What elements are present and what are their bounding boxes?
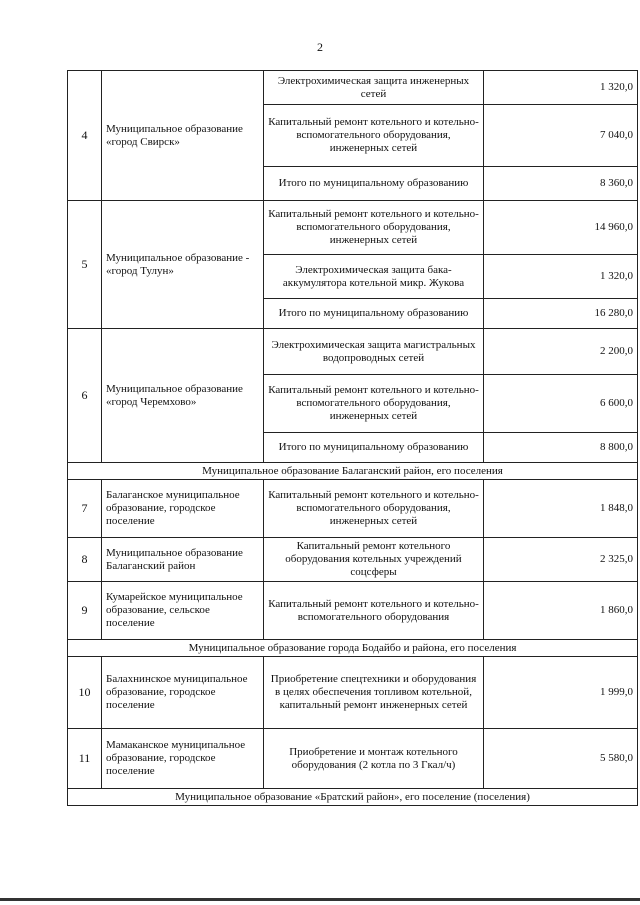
funding-table xyxy=(67,70,638,806)
scan-bottom-border xyxy=(0,898,640,901)
amount-value: 2 325,0 xyxy=(484,538,638,582)
municipality-name: Муниципальное образование «город Свирск» xyxy=(102,71,264,201)
amount-value: 5 580,0 xyxy=(484,729,638,789)
row-number: 9 xyxy=(68,582,102,640)
amount-value: 2 200,0 xyxy=(484,329,638,375)
table-row xyxy=(68,480,638,538)
amount-value: 1 860,0 xyxy=(484,582,638,640)
section-header-row xyxy=(68,463,638,480)
section-title: Муниципальное образование Балаганский район, его поселения xyxy=(68,463,638,480)
row-number: 7 xyxy=(68,480,102,538)
table-row xyxy=(68,729,638,789)
municipality-name: Муниципальное образование «город Черемхово» xyxy=(102,329,264,463)
municipality-name: Кумарейское муниципальное образование, сельское поселение xyxy=(102,582,264,640)
amount-total: 8 800,0 xyxy=(484,433,638,463)
municipality-name: Муниципальное образование - «город Тулун» xyxy=(102,201,264,329)
municipality-name: Балаганское муниципальное образование, городское поселение xyxy=(102,480,264,538)
work-description: Электрохимическая защита инженерных сетей xyxy=(264,71,484,105)
section-title: Муниципальное образование города Бодайбо и района, его поселения xyxy=(68,640,638,657)
row-number: 6 xyxy=(68,329,102,463)
table-row xyxy=(68,582,638,640)
work-description: Приобретение спецтехники и оборудования в целях обеспечения топливом котельной, капитальный ремонт инженерных сетей xyxy=(264,657,484,729)
work-description: Капитальный ремонт котельного оборудования котельных учреждений соцсферы xyxy=(264,538,484,582)
table-row xyxy=(68,71,638,105)
municipality-name: Балахнинское муниципальное образование, городское поселение xyxy=(102,657,264,729)
table-row xyxy=(68,657,638,729)
work-description: Капитальный ремонт котельного и котельно-вспомогательного оборудования, инженерных сетей xyxy=(264,375,484,433)
amount-value: 14 960,0 xyxy=(484,201,638,255)
row-number: 11 xyxy=(68,729,102,789)
table-row xyxy=(68,538,638,582)
row-number: 5 xyxy=(68,201,102,329)
work-description: Капитальный ремонт котельного и котельно-вспомогательного оборудования, инженерных сетей xyxy=(264,201,484,255)
amount-value: 1 320,0 xyxy=(484,71,638,105)
amount-value: 7 040,0 xyxy=(484,105,638,167)
work-description: Электрохимическая защита бака-аккумулятора котельной микр. Жукова xyxy=(264,255,484,299)
section-title: Муниципальное образование «Братский район», его поселение (поселения) xyxy=(68,789,638,806)
page-number: 2 xyxy=(317,40,323,54)
row-number: 10 xyxy=(68,657,102,729)
work-description: Капитальный ремонт котельного и котельно-вспомогательного оборудования, инженерных сетей xyxy=(264,480,484,538)
work-total-label: Итого по муниципальному образованию xyxy=(264,167,484,201)
work-description: Капитальный ремонт котельного и котельно-вспомогательного оборудования, инженерных сетей xyxy=(264,105,484,167)
section-header-row xyxy=(68,789,638,806)
amount-value: 1 848,0 xyxy=(484,480,638,538)
amount-value: 6 600,0 xyxy=(484,375,638,433)
work-total-label: Итого по муниципальному образованию xyxy=(264,433,484,463)
table-row xyxy=(68,201,638,255)
work-total-label: Итого по муниципальному образованию xyxy=(264,299,484,329)
section-header-row xyxy=(68,640,638,657)
row-number: 8 xyxy=(68,538,102,582)
work-description: Приобретение и монтаж котельного оборудования (2 котла по 3 Гкал/ч) xyxy=(264,729,484,789)
amount-value: 1 320,0 xyxy=(484,255,638,299)
table-row xyxy=(68,329,638,375)
amount-total: 8 360,0 xyxy=(484,167,638,201)
work-description: Капитальный ремонт котельного и котельно-вспомогательного оборудования xyxy=(264,582,484,640)
amount-value: 1 999,0 xyxy=(484,657,638,729)
municipality-name: Мамаканское муниципальное образование, городское поселение xyxy=(102,729,264,789)
municipality-name: Муниципальное образование Балаганский район xyxy=(102,538,264,582)
work-description: Электрохимическая защита магистральных водопроводных сетей xyxy=(264,329,484,375)
amount-total: 16 280,0 xyxy=(484,299,638,329)
row-number: 4 xyxy=(68,71,102,201)
